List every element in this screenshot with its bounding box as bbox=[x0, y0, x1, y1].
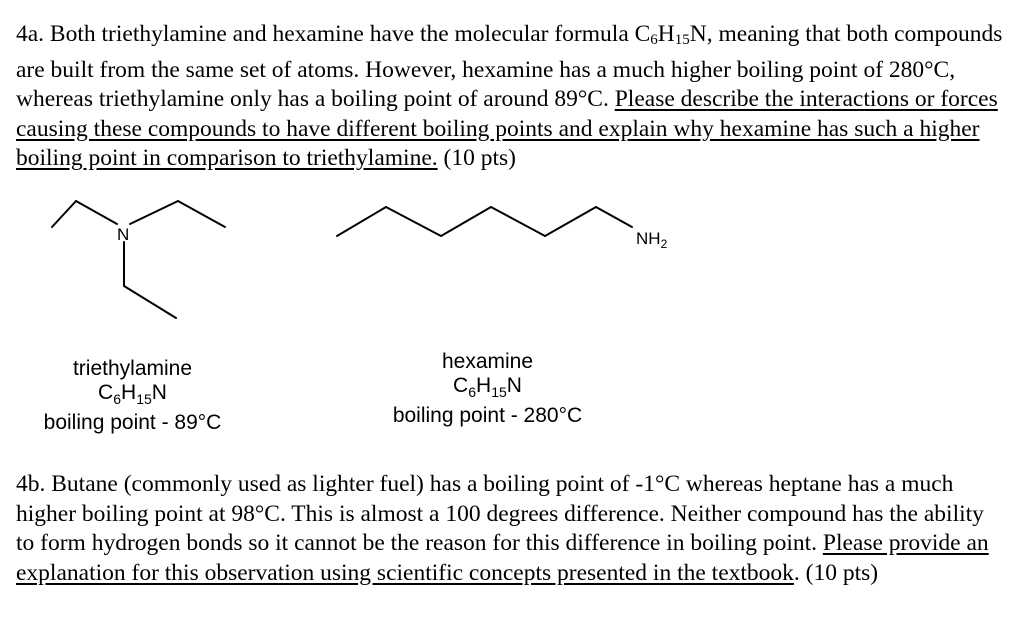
q4a-formula-c-subscript: 6 bbox=[650, 32, 658, 48]
tea-nitrogen-label: N bbox=[117, 225, 130, 244]
hexamine-boiling-point: boiling point - 280°C bbox=[392, 404, 583, 427]
q4a-instruction: Please describe the interactions or forces causing these compounds to have different boiling points and explain why hexamine has such a higher boiling point in comparison to triethylamine. bbox=[16, 86, 998, 171]
hexamine-caption bbox=[365, 350, 610, 428]
hex-bond-5 bbox=[545, 207, 596, 236]
hex-formula-c: C bbox=[453, 374, 469, 397]
hex-formula-c-subscript: 6 bbox=[468, 384, 477, 400]
hexamine-structure bbox=[337, 207, 632, 236]
hex-nh2-subscript: 2 bbox=[660, 237, 668, 251]
hex-bond-4 bbox=[491, 207, 545, 236]
triethylamine-name: triethylamine bbox=[72, 357, 193, 380]
tea-bond-1 bbox=[52, 201, 76, 227]
q4b-intro: 4b. Butane (commonly used as lighter fuel) has a boiling point of -1°C whereas heptane has a much higher boiling point at 98°C. This is almost a 100 degrees difference. Neither compound has the ability to form hydrogen bonds so it cannot be the reason for this difference in boiling point. bbox=[16, 471, 984, 556]
q4a-points: (10 pts) bbox=[437, 145, 516, 171]
triethylamine-formula bbox=[20, 381, 245, 411]
hex-nh-text: NH bbox=[636, 229, 661, 248]
tea-bond-2 bbox=[76, 201, 117, 224]
tea-formula-c: C bbox=[98, 381, 114, 404]
hex-bond-2 bbox=[386, 207, 441, 236]
question-4b bbox=[16, 470, 1006, 588]
q4a-text-2: N, meaning that both compounds are built from the same set of atoms. However, hexamine has a much higher boiling point of 280°C, whereas triethylamine only has a boiling point of around 89°C. bbox=[16, 21, 1003, 112]
hex-bond-6 bbox=[596, 207, 632, 227]
triethylamine-caption bbox=[20, 357, 245, 435]
hex-formula-h-subscript: 15 bbox=[491, 384, 507, 400]
tea-formula-n: N bbox=[151, 381, 167, 404]
q4b-period: . bbox=[793, 559, 800, 586]
q4a-formula-h-subscript: 15 bbox=[674, 32, 690, 48]
hex-bond-1 bbox=[337, 207, 386, 236]
q4b-points: (10 pts) bbox=[799, 559, 879, 586]
tea-formula-c-subscript: 6 bbox=[113, 391, 122, 407]
q4b-instruction: Please provide an explanation for this observation using scientific concepts presented in the textbook bbox=[16, 530, 989, 586]
hexamine-name: hexamine bbox=[441, 350, 534, 373]
tea-formula-h-subscript: 15 bbox=[136, 391, 152, 407]
q4a-formula-h: H bbox=[657, 21, 675, 47]
triethylamine-boiling-point: boiling point - 89°C bbox=[43, 411, 222, 434]
hexamine-formula bbox=[365, 374, 610, 404]
hex-bond-3 bbox=[441, 207, 491, 236]
hex-formula-n: N bbox=[506, 374, 522, 397]
q4a-text-1: 4a. Both triethylamine and hexamine have the molecular formula C bbox=[16, 21, 651, 47]
tea-bond-6 bbox=[124, 286, 176, 318]
tea-bond-4 bbox=[178, 201, 225, 227]
tea-bond-3 bbox=[130, 201, 178, 224]
hex-formula-h: H bbox=[476, 374, 492, 397]
triethylamine-structure bbox=[52, 201, 225, 318]
tea-formula-h: H bbox=[121, 381, 137, 404]
hex-nh2-label bbox=[636, 229, 668, 251]
